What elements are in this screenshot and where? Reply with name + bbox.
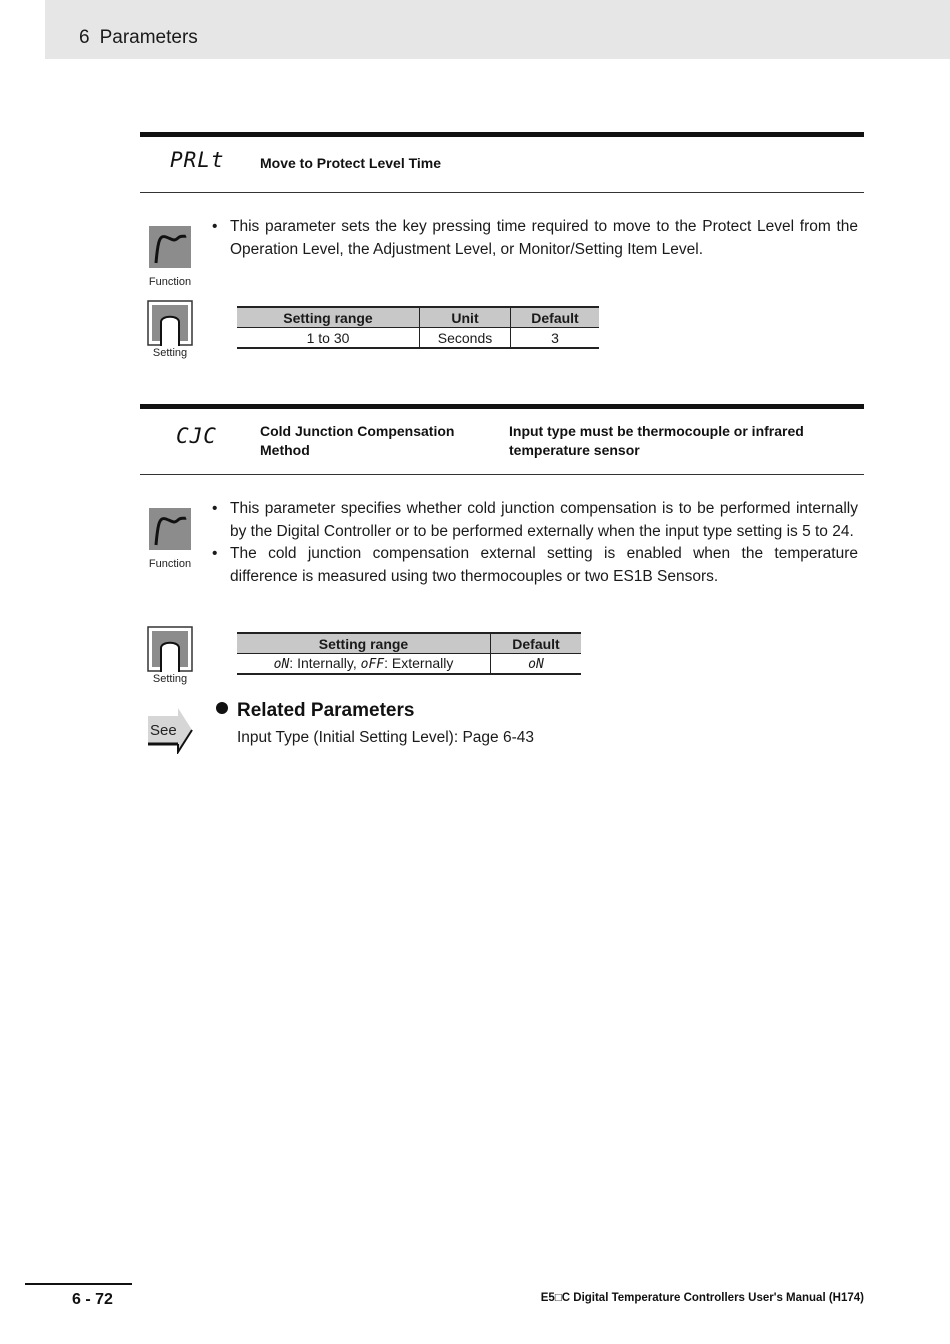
- related-parameter-link: Input Type (Initial Setting Level): Page 6-43: [237, 729, 534, 746]
- parameter-name: Cold Junction Compensation Method: [260, 423, 455, 458]
- function-icon: [148, 225, 192, 269]
- setting-badge: [140, 300, 200, 359]
- setting-badge: [140, 626, 200, 685]
- chapter-header: [79, 27, 198, 49]
- parameter-code: PRLt: [170, 148, 225, 172]
- related-title-text: Related Parameters: [237, 700, 415, 721]
- setting-table: [237, 306, 599, 349]
- column-header: Default: [491, 633, 582, 654]
- table-cell: 1 to 30: [237, 328, 420, 349]
- column-header: Setting range: [237, 633, 491, 654]
- description-item: • This parameter sets the key pressing time required to move to the Protect Level from the Operation Level, the Adjustment Level, or Monitor/Setting Item Level.: [212, 216, 858, 261]
- description-list: [212, 498, 858, 588]
- see-label: See: [150, 722, 177, 739]
- table-cell: [237, 654, 491, 675]
- seg-display-text: oFF: [360, 657, 385, 672]
- function-caption: Function: [148, 558, 192, 570]
- parameter-name: Move to Protect Level Time: [260, 155, 442, 171]
- function-badge: [140, 225, 200, 288]
- page-number: 6 - 72: [72, 1291, 113, 1308]
- range-text: : Internally,: [289, 655, 361, 671]
- column-header: Default: [511, 307, 600, 328]
- manual-title: E5□C Digital Temperature Controllers User's Manual (H174): [540, 1292, 864, 1304]
- function-badge: [140, 507, 200, 570]
- description-item: • The cold junction compensation external setting is enabled when the temperature difference is measured using two thermocouples or two ES1B Sensors.: [212, 543, 858, 588]
- column-header: Unit: [420, 307, 511, 328]
- seg-display-text: oN: [528, 657, 544, 672]
- table-cell: Seconds: [420, 328, 511, 349]
- setting-table: [237, 632, 581, 675]
- section-header-rule: [140, 192, 864, 193]
- description-item: • This parameter specifies whether cold junction compensation is to be performed internally by the Digital Controller or to be performed externally when the input type setting is 5 to 24.: [212, 498, 858, 543]
- table-row: [237, 654, 581, 675]
- table-cell: 3: [511, 328, 600, 349]
- table-row: [237, 328, 599, 349]
- see-badge: [143, 706, 195, 759]
- chapter-title: Parameters: [99, 27, 198, 48]
- footer-rule: [25, 1283, 132, 1285]
- seg-display-text: oN: [273, 657, 290, 672]
- setting-icon: [147, 626, 193, 672]
- section-divider: [140, 132, 864, 137]
- section-divider: [140, 404, 864, 409]
- parameter-code: CJC: [176, 424, 217, 448]
- table-cell: [491, 654, 582, 675]
- bullet-dot: [216, 702, 228, 714]
- range-text: : Externally: [384, 655, 454, 671]
- parameter-condition: Input type must be thermocouple or infrared temperature sensor: [509, 423, 804, 458]
- section-header-rule: [140, 474, 864, 475]
- setting-caption: Setting: [152, 347, 188, 359]
- chapter-number: 6: [79, 27, 90, 48]
- column-header: Setting range: [237, 307, 420, 328]
- setting-icon: [147, 300, 193, 346]
- related-parameters-heading: [216, 700, 414, 722]
- setting-caption: Setting: [152, 673, 188, 685]
- function-caption: Function: [148, 276, 192, 288]
- function-icon: [148, 507, 192, 551]
- description-list: [212, 216, 858, 261]
